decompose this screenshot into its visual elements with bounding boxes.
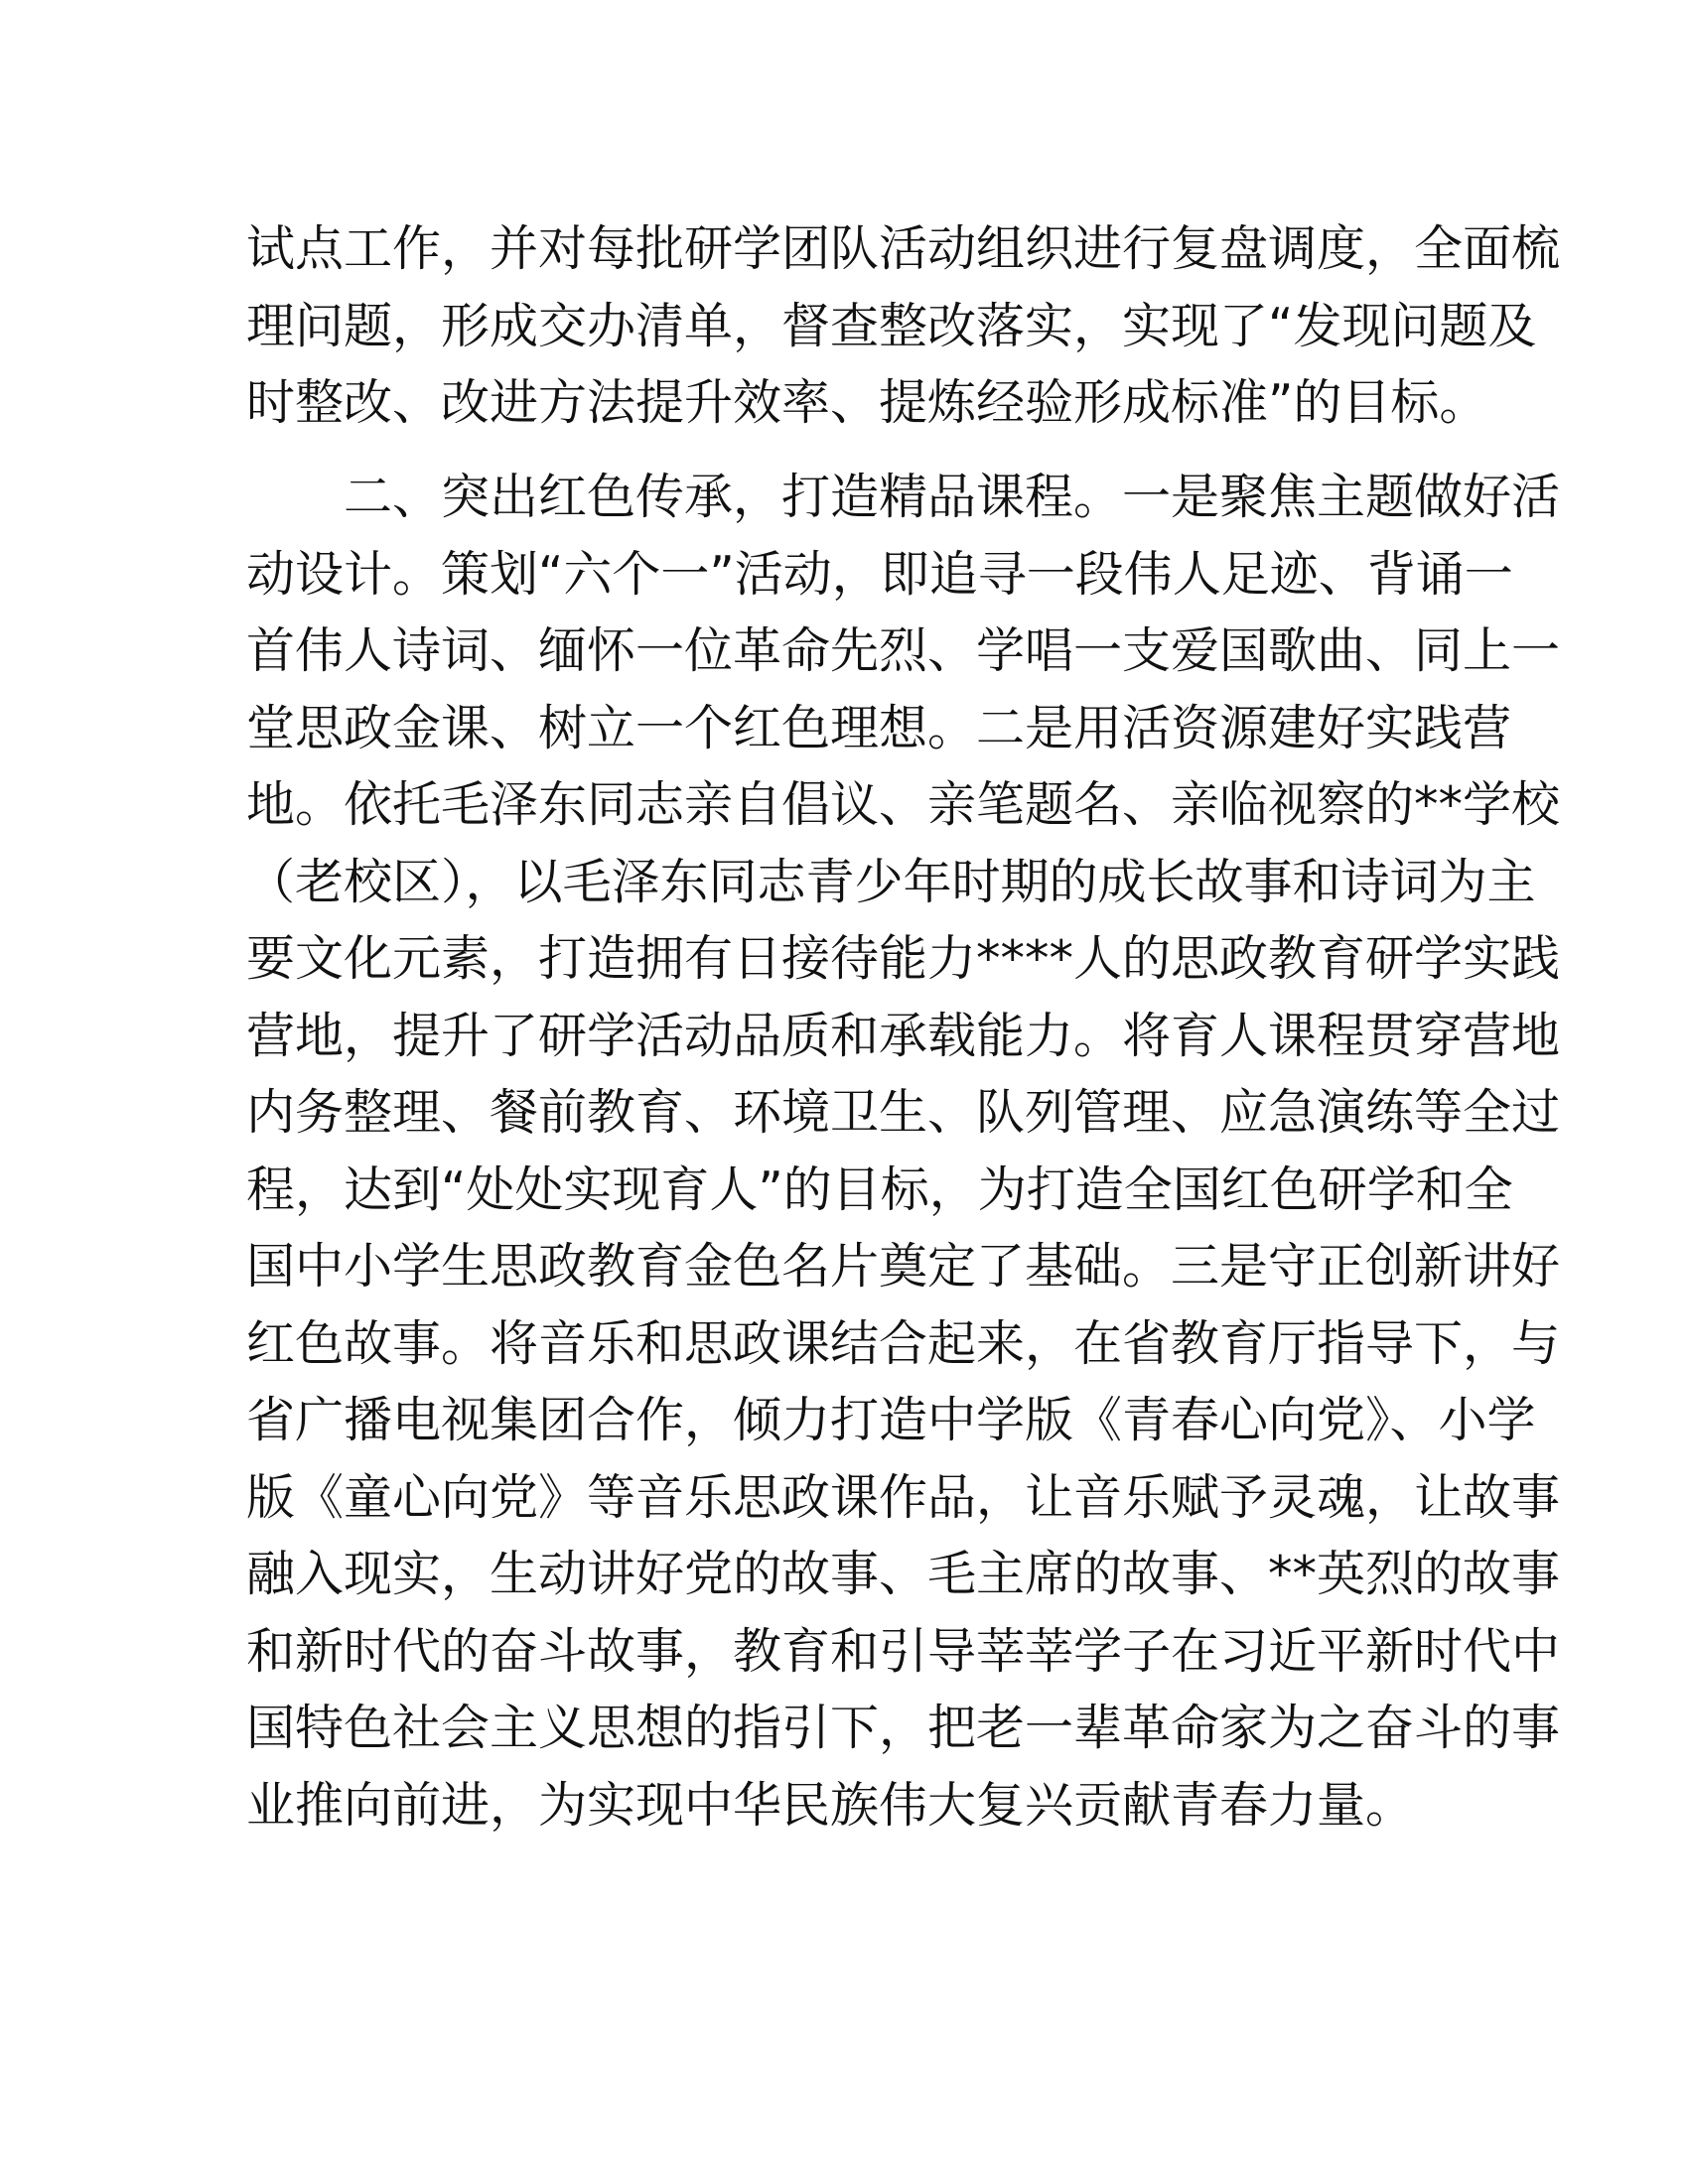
text-line: 要文化元素，打造拥有日接待能力****人的思政教育研学实践 (246, 930, 1561, 987)
text-line: 业推向前进，为实现中华民族伟大复兴贡献青春力量。 (246, 1776, 1415, 1834)
text-line: 试点工作，并对每批研学团队活动组织进行复盘调度，全面梳 (246, 220, 1561, 277)
text-line: 理问题，形成交办清单，督查整改落实，实现了“发现问题及 (246, 297, 1537, 354)
text-line: （老校区），以毛泽东同志青少年时期的成长故事和诗词为主 (246, 853, 1536, 910)
text-line: 时整改、改进方法提升效率、提炼经验形成标准”的目标。 (246, 374, 1488, 431)
text-line: 和新时代的奋斗故事，教育和引导莘莘学子在习近平新时代中 (246, 1622, 1561, 1680)
text-line: 版《童心向党》等音乐思政课作品，让音乐赋予灵魂，让故事 (246, 1468, 1561, 1526)
text-line: 地。依托毛泽东同志亲自倡议、亲笔题名、亲临视察的**学校 (246, 776, 1561, 833)
text-line: 首伟人诗词、缅怀一位革命先烈、学唱一支爱国歌曲、同上一 (246, 622, 1561, 679)
text-line: 程，达到“处处实现育人”的目标，为打造全国红色研学和全 (246, 1160, 1513, 1218)
paragraph-continued (246, 210, 1561, 442)
text-line: 堂思政金课、树立一个红色理想。二是用活资源建好实践营 (246, 699, 1512, 756)
paragraph-section-two (246, 459, 1561, 1843)
text-line: 内务整理、餐前教育、环境卫生、队列管理、应急演练等全过 (246, 1084, 1561, 1141)
text-line: 国特色社会主义思想的指引下，把老一辈革命家为之奋斗的事 (246, 1700, 1561, 1756)
text-line: 红色故事。将音乐和思政课结合起来，在省教育厅指导下，与 (246, 1314, 1561, 1372)
text-line: 省广播电视集团合作，倾力打造中学版《青春心向党》、小学 (246, 1392, 1536, 1448)
text-line: 营地，提升了研学活动品质和承载能力。将育人课程贯穿营地 (246, 1007, 1561, 1064)
text-line: 动设计。策划“六个一”活动，即追寻一段伟人足迹、背诵一 (246, 545, 1513, 603)
text-line: 国中小学生思政教育金色名片奠定了基础。三是守正创新讲好 (246, 1238, 1561, 1295)
text-line: 二、突出红色传承，打造精品课程。一是聚焦主题做好活 (344, 469, 1561, 525)
text-line: 融入现实，生动讲好党的故事、毛主席的故事、**英烈的故事 (246, 1546, 1561, 1602)
